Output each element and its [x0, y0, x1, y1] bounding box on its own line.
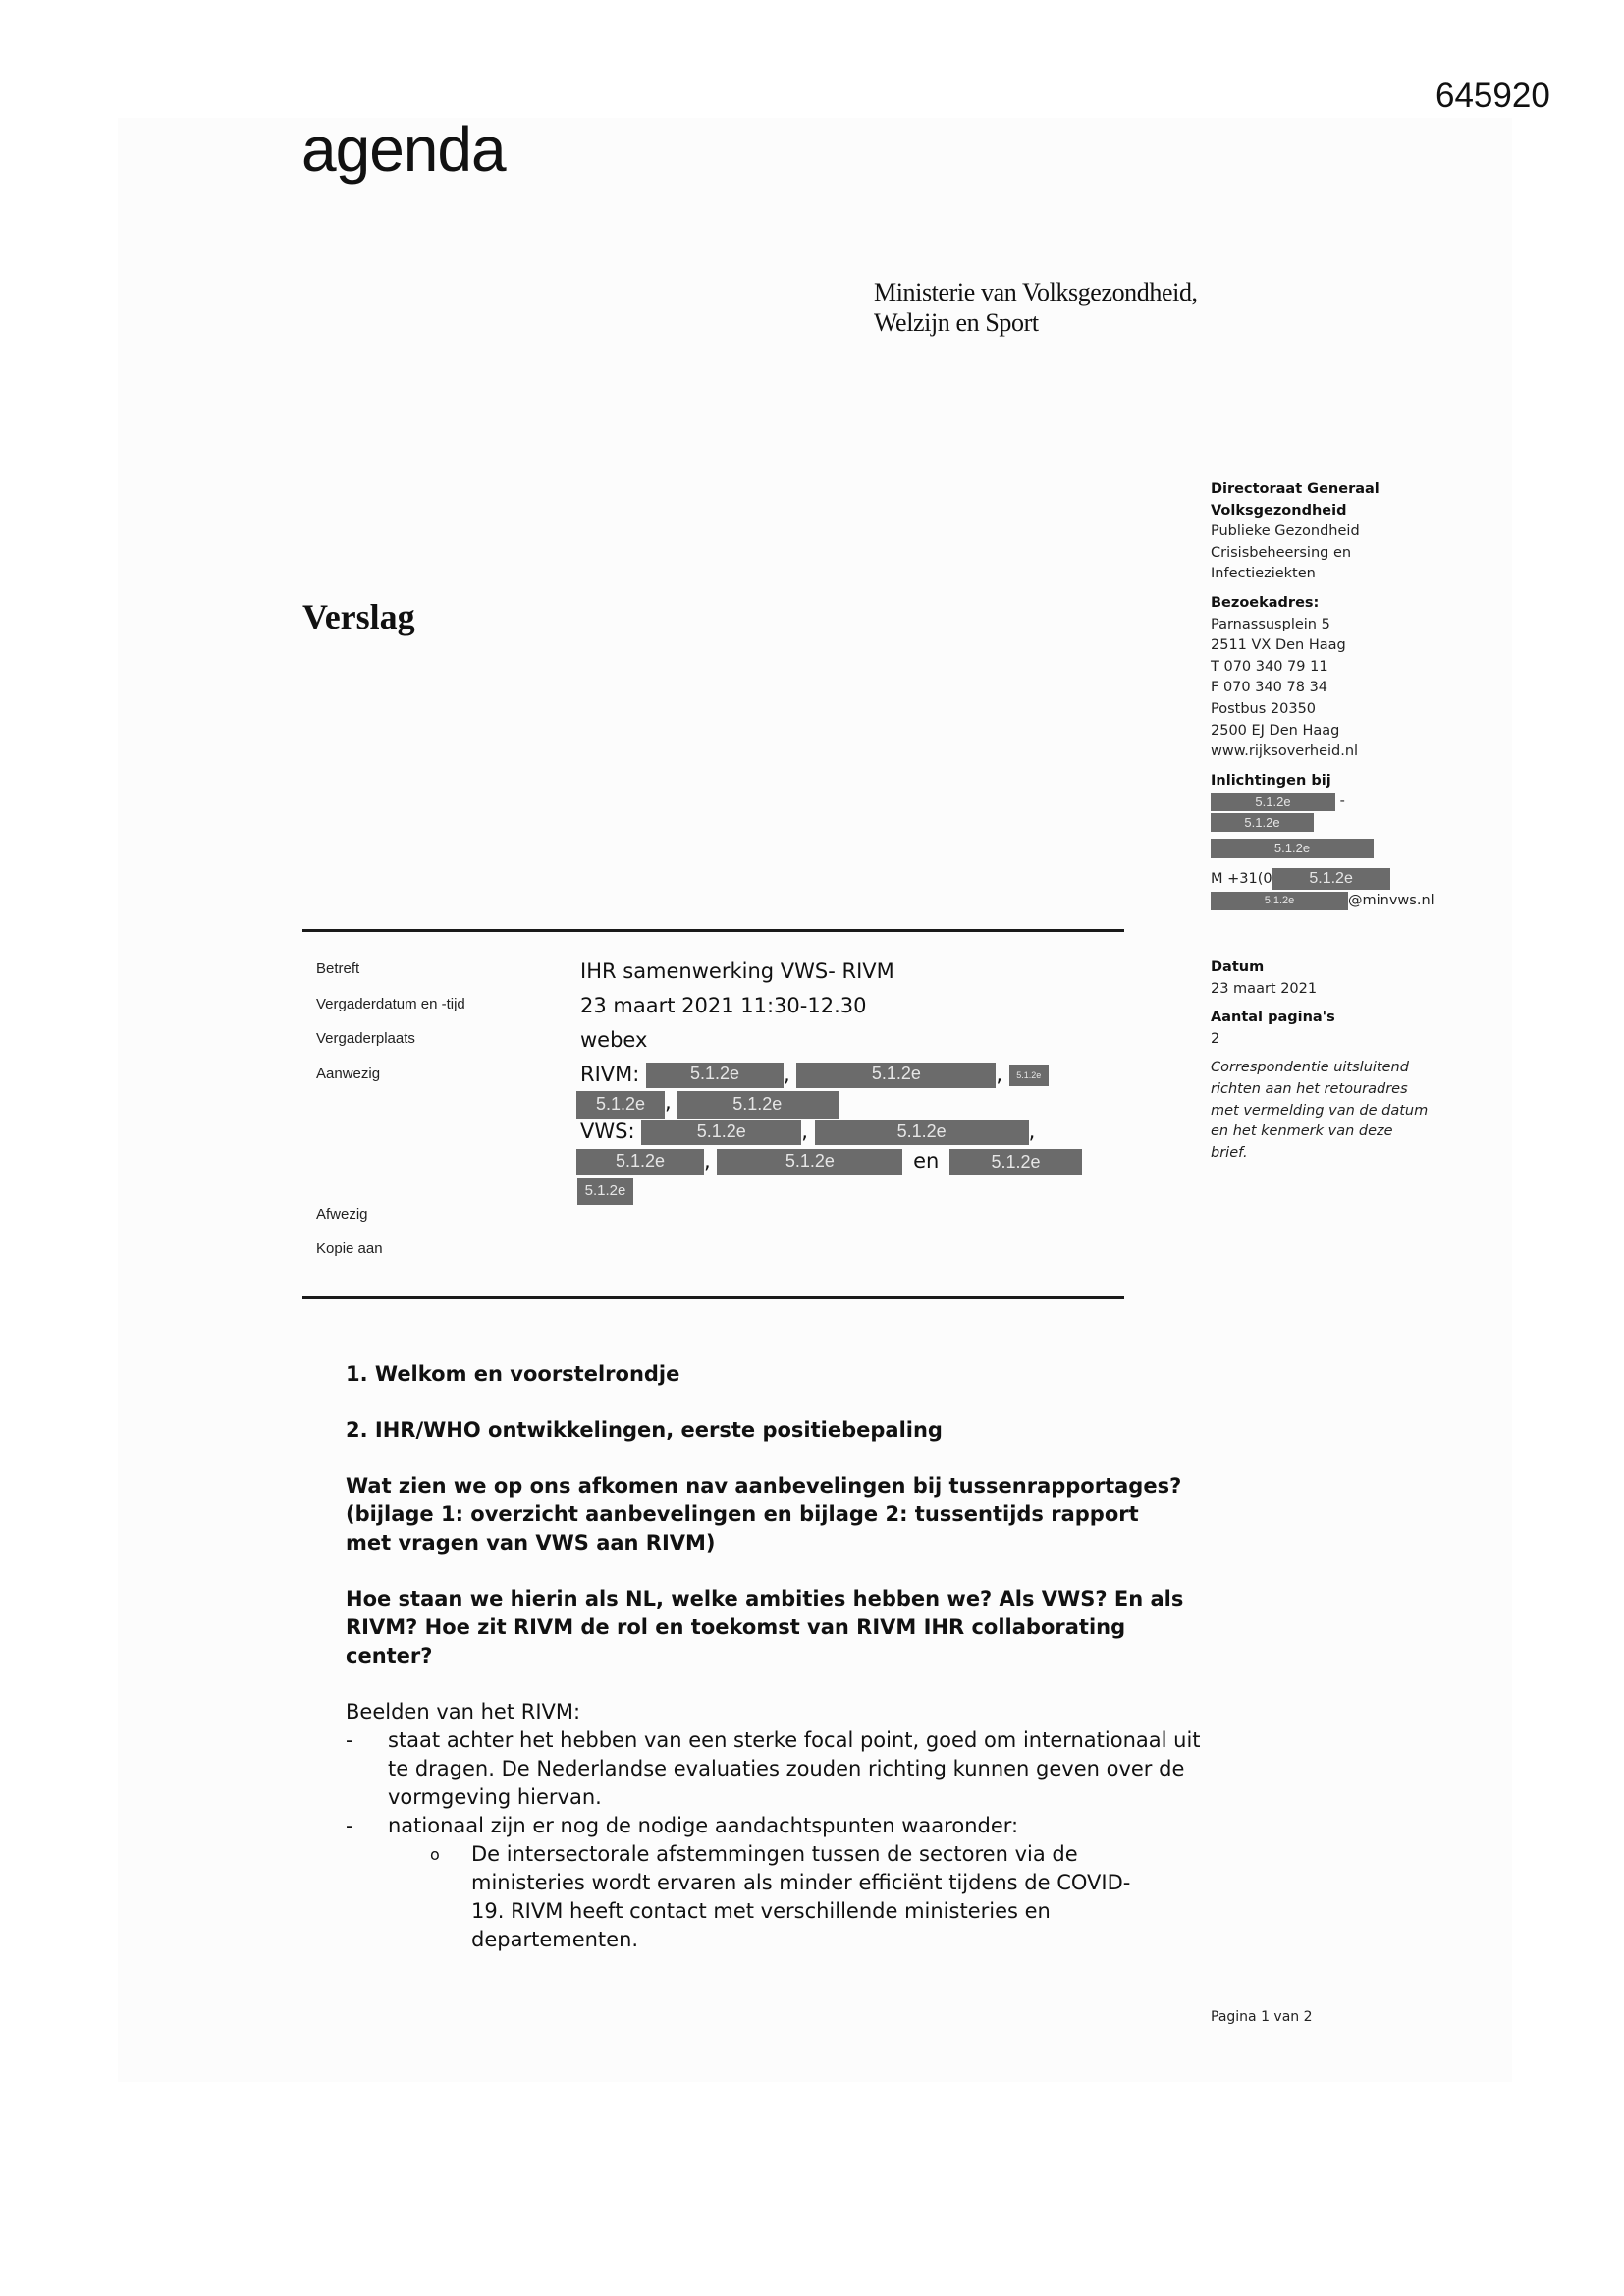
copy-label: Kopie aan: [316, 1240, 383, 1257]
sidebar-colophon: [1211, 479, 1435, 912]
and-word: en: [913, 1149, 940, 1173]
org-name-1: Directoraat Generaal: [1211, 481, 1380, 497]
comma: ,: [704, 1149, 711, 1173]
comma: ,: [996, 1063, 1003, 1086]
note-line: richten aan het retouradres: [1211, 1080, 1408, 1097]
redaction-box: 5.1.2e: [1211, 839, 1374, 858]
attendees-vws-row-3: [577, 1178, 633, 1205]
question-2: Hoe staan we hierin als NL, welke ambities hebben we? Als VWS? En als RIVM? Hoe zit RIVM de rol en toekomst van RIVM IHR collaborating center?: [346, 1587, 1184, 1667]
attendees-rivm-row-1: [580, 1063, 1049, 1090]
org-block: [1211, 479, 1435, 585]
note-line: en het kenmerk van deze: [1211, 1123, 1393, 1140]
redaction-box: 5.1.2e: [815, 1120, 1029, 1145]
dash-bullet: -: [346, 1814, 353, 1837]
list-item-text: staat achter het hebben van een sterke focal point, goed om internationaal uit te dragen. De Nederlandse evaluaties zouden richting kunnen geven over de vormgeving hiervan.: [388, 1728, 1201, 1809]
attendees-rivm-row-2: [576, 1090, 839, 1118]
sidebar-date-block: [1211, 957, 1428, 1164]
comma: ,: [1028, 1120, 1036, 1143]
ministry-line-1: Ministerie van Volksgezondheid,: [874, 278, 1198, 306]
date-label: Datum: [1211, 959, 1265, 975]
fax-line: F 070 340 78 34: [1211, 680, 1328, 696]
mobile-prefix: M +31(0: [1211, 871, 1272, 888]
website-link[interactable]: www.rijksoverheid.nl: [1211, 743, 1359, 760]
divider-bottom: [302, 1296, 1124, 1299]
note-line: Correspondentie uitsluitend: [1211, 1060, 1409, 1076]
list-item-text: nationaal zijn er nog de nodige aandachtspunten waaronder:: [388, 1814, 1019, 1837]
ministry-name: [874, 277, 1198, 338]
comma: ,: [801, 1120, 808, 1143]
attendees-vws-row-1: [580, 1120, 1035, 1147]
divider-top: [302, 929, 1124, 932]
location-label: Vergaderplaats: [316, 1030, 415, 1047]
comma: ,: [665, 1090, 672, 1114]
datetime-label: Vergaderdatum en -tijd: [316, 996, 465, 1012]
redaction-box: 5.1.2e: [1272, 868, 1390, 890]
attendees-vws-row-2: [576, 1149, 1082, 1176]
redaction-box: 5.1.2e: [576, 1149, 704, 1175]
list-item: [346, 1726, 1210, 1812]
comma: ,: [784, 1063, 790, 1086]
redaction-box: 5.1.2e: [641, 1120, 801, 1145]
redaction-box: 5.1.2e: [949, 1149, 1082, 1175]
redaction-box: 5.1.2e: [576, 1091, 665, 1119]
sub-list-item: [346, 1840, 1159, 1954]
correspondence-note: [1211, 1058, 1428, 1164]
phone-line: T 070 340 79 11: [1211, 658, 1328, 675]
pages-label: Aantal pagina's: [1211, 1010, 1335, 1026]
org-name-2: Volksgezondheid: [1211, 502, 1347, 519]
vws-label: VWS:: [580, 1120, 635, 1143]
contact-label: Inlichtingen bij: [1211, 772, 1331, 789]
date-value: 23 maart 2021: [1211, 980, 1318, 997]
note-line: brief.: [1211, 1144, 1248, 1161]
agenda-logo: agenda: [301, 114, 506, 185]
list-item: [346, 1812, 1210, 1840]
redaction-box: 5.1.2e: [677, 1091, 839, 1119]
dash-bullet: -: [346, 1728, 353, 1752]
question-1: Wat zien we op ons afkomen nav aanbevelingen bij tussenrapportages? (bijlage 1: overzicht aanbevelingen en bijlage 2: tussentijds rapport met vragen van VWS aan RIVM): [346, 1474, 1182, 1555]
document-type-heading: Verslag: [302, 597, 415, 636]
redaction-box: 5.1.2e: [1211, 892, 1348, 910]
page-indicator: Pagina 1 van 2: [1211, 2009, 1313, 2025]
redaction-box: 5.1.2e: [796, 1063, 996, 1088]
agenda-item-2: 2. IHR/WHO ontwikkelingen, eerste positiebepaling: [346, 1418, 943, 1442]
agenda-item-1: 1. Welkom en voorstelrondje: [346, 1362, 680, 1386]
location-value: webex: [580, 1028, 648, 1052]
circle-bullet: o: [430, 1845, 440, 1864]
pages-value: 2: [1211, 1030, 1220, 1047]
sub-list-item-text: De intersectorale afstemmingen tussen de sectoren via de ministeries wordt ervaren als minder efficiënt tijdens de COVID-19. RIVM heeft contact met verschillende ministeries en departementen.: [471, 1842, 1131, 1951]
postbox-line: Postbus 20350: [1211, 700, 1317, 717]
address-line: Parnassusplein 5: [1211, 616, 1330, 632]
rivm-intro: Beelden van het RIVM:: [346, 1700, 581, 1723]
org-line: Crisisbeheersing en: [1211, 544, 1352, 561]
present-label: Aanwezig: [316, 1066, 381, 1082]
absent-label: Afwezig: [316, 1206, 368, 1223]
rivm-label: RIVM:: [580, 1063, 640, 1086]
contact-block: [1211, 771, 1435, 913]
subject-value: IHR samenwerking VWS- RIVM: [580, 959, 894, 983]
email-suffix[interactable]: @minvws.nl: [1348, 893, 1435, 909]
postal-line: 2500 EJ Den Haag: [1211, 722, 1340, 738]
note-line: met vermelding van de datum: [1211, 1102, 1429, 1119]
datetime-value: 23 maart 2021 11:30-12.30: [580, 994, 867, 1017]
redaction-box: 5.1.2e: [646, 1063, 784, 1088]
subject-label: Betreft: [316, 960, 360, 977]
agenda-body: [346, 1360, 1210, 1954]
visit-address-block: [1211, 593, 1435, 763]
redaction-box: 5.1.2e: [1211, 793, 1335, 811]
redaction-box: 5.1.2e: [1211, 813, 1314, 832]
redaction-box: 5.1.2e: [1009, 1065, 1049, 1086]
ministry-line-2: Welzijn en Sport: [874, 308, 1039, 337]
address-line: 2511 VX Den Haag: [1211, 637, 1346, 654]
dash: -: [1339, 793, 1345, 810]
visit-address-label: Bezoekadres:: [1211, 594, 1320, 611]
redaction-box: 5.1.2e: [717, 1149, 902, 1175]
org-line: Publieke Gezondheid: [1211, 523, 1360, 540]
document-id: 645920: [1435, 77, 1550, 115]
org-line: Infectieziekten: [1211, 566, 1316, 582]
redaction-box: 5.1.2e: [577, 1178, 633, 1205]
